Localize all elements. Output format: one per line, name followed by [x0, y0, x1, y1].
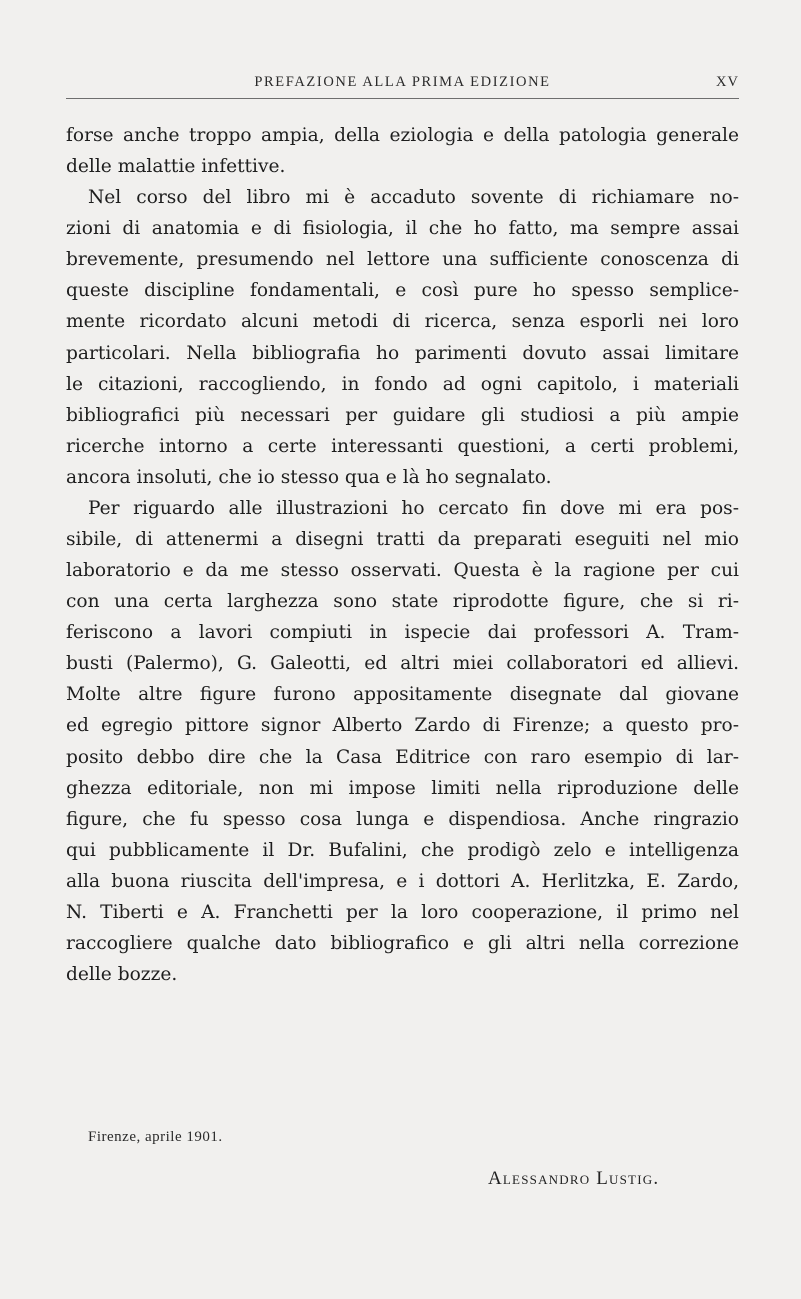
text-line: ghezza editoriale, non mi impose limiti nella riproduzione delle: [66, 777, 739, 799]
text-line: sibile, di attenermi a disegni tratti da preparati eseguiti nel mio: [66, 529, 739, 551]
text-line: alla buona riuscita dell'impresa, e i dottori A. Herlitzka, E. Zardo,: [66, 870, 739, 892]
signature-place-date: Firenze, aprile 1901.: [88, 1129, 223, 1145]
text-line: delle malattie infettive.: [66, 156, 286, 178]
text-line: le citazioni, raccogliendo, in fondo ad ogni capitolo, i materiali: [66, 373, 739, 395]
text-line: N. Tiberti e A. Franchetti per la loro cooperazione, il primo nel: [66, 901, 739, 923]
text-line: mente ricordato alcuni metodi di ricerca, senza esporli nei loro: [66, 311, 739, 333]
text-line: Nel corso del libro mi è accaduto sovente di richiamare no-: [88, 187, 739, 209]
text-line: queste discipline fondamentali, e così pure ho spesso semplice-: [66, 280, 739, 302]
running-title: PREFAZIONE ALLA PRIMA EDIZIONE: [254, 74, 551, 90]
text-line: Molte altre figure furono appositamente disegnate dal giovane: [66, 684, 739, 706]
text-line: qui pubblicamente il Dr. Bufalini, che prodigò zelo e intelligenza: [66, 839, 739, 861]
text-line: posito debbo dire che la Casa Editrice con raro esempio di lar-: [66, 746, 739, 768]
text-line: con una certa larghezza sono state riprodotte figure, che si ri-: [66, 591, 739, 613]
text-line: laboratorio e da me stesso osservati. Questa è la ragione per cui: [66, 560, 739, 582]
text-line: forse anche troppo ampia, della eziologia e della patologia generale: [66, 125, 739, 146]
signature-author: Alessandro Lustig.: [488, 1168, 660, 1189]
running-head: [66, 74, 739, 96]
text-line: ancora insoluti, che io stesso qua e là ho segnalato.: [66, 466, 552, 488]
text-line: bibliografici più necessari per guidare gli studiosi a più ampie: [66, 404, 739, 426]
text-line: brevemente, presumendo nel lettore una sufficiente conoscenza di: [66, 249, 739, 271]
text-line: busti (Palermo), G. Galeotti, ed altri miei collaboratori ed allievi.: [66, 653, 739, 675]
text-line: feriscono a lavori compiuti in ispecie dai professori A. Tram-: [66, 622, 739, 644]
text-line: particolari. Nella bibliografia ho parimenti dovuto assai limitare: [66, 342, 739, 364]
text-line: Per riguardo alle illustrazioni ho cercato fin dove mi era pos-: [88, 497, 739, 519]
body-text: [66, 120, 739, 990]
text-line: ricerche intorno a certe interessanti questioni, a certi problemi,: [66, 435, 739, 457]
header-rule: [66, 98, 739, 99]
text-line: figure, che fu spesso cosa lunga e dispendiosa. Anche ringrazio: [66, 808, 739, 830]
page-number: XV: [716, 74, 739, 90]
text-line: ed egregio pittore signor Alberto Zardo di Firenze; a questo pro-: [66, 715, 739, 737]
text-line: delle bozze.: [66, 964, 178, 986]
text-line: zioni di anatomia e di fisiologia, il che ho fatto, ma sempre assai: [66, 218, 739, 240]
text-line: raccogliere qualche dato bibliografico e gli altri nella correzione: [66, 933, 739, 955]
